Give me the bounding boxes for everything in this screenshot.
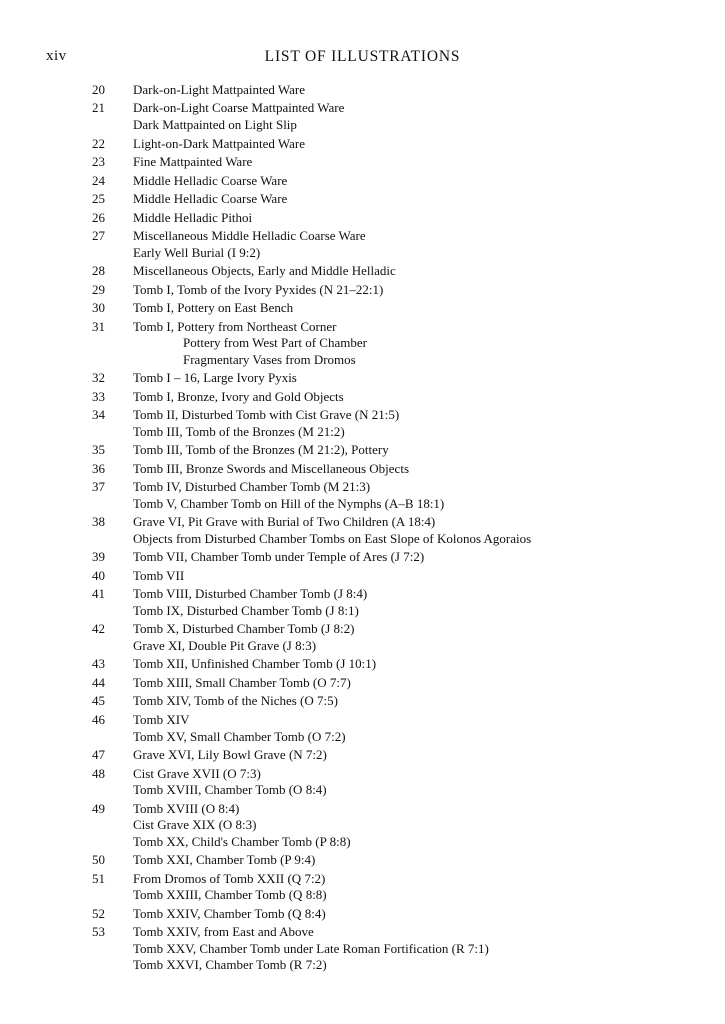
illustration-subcaption: Fragmentary Vases from Dromos <box>183 351 356 367</box>
list-item <box>0 675 725 692</box>
illustration-number: 51 <box>92 870 105 886</box>
list-item <box>0 906 725 923</box>
illustration-captions <box>133 210 725 227</box>
list-item <box>0 300 725 317</box>
illustration-number: 38 <box>92 514 105 530</box>
illustration-caption: Tomb XVIII (O 8:4) <box>133 800 240 816</box>
illustration-caption: Tomb V, Chamber Tomb on Hill of the Nymphs (A–B 18:1) <box>133 495 445 511</box>
illustration-caption: Tomb III, Bronze Swords and Miscellaneous Objects <box>133 460 410 476</box>
illustration-caption: Tomb XXV, Chamber Tomb under Late Roman Fortification (R 7:1) <box>133 940 489 956</box>
list-item <box>0 766 725 799</box>
illustration-number: 40 <box>92 567 105 583</box>
list-item <box>0 712 725 745</box>
illustration-caption: Dark Mattpainted on Light Slip <box>133 117 297 133</box>
illustration-number: 20 <box>92 82 105 97</box>
page-number: xiv <box>46 48 67 64</box>
page-header <box>0 48 725 70</box>
illustration-caption: Tomb VII, Chamber Tomb under Temple of Ares (J 7:2) <box>133 549 425 565</box>
illustration-captions <box>133 675 725 692</box>
illustration-number: 53 <box>92 924 105 940</box>
illustration-number: 43 <box>92 656 105 672</box>
illustration-captions <box>133 370 725 387</box>
illustration-captions <box>133 82 725 99</box>
illustration-captions <box>133 319 725 369</box>
illustration-captions <box>133 300 725 317</box>
illustration-list <box>0 82 725 976</box>
illustration-caption: Tomb I, Tomb of the Ivory Pyxides (N 21–22:1) <box>133 281 384 297</box>
illustration-number: 46 <box>92 711 105 727</box>
illustration-number: 37 <box>92 479 105 495</box>
illustration-caption: Middle Helladic Coarse Ware <box>133 172 288 188</box>
illustration-captions <box>133 479 725 512</box>
illustration-caption: Miscellaneous Objects, Early and Middle Helladic <box>133 263 396 279</box>
illustration-caption: Tomb III, Tomb of the Bronzes (M 21:2) <box>133 423 345 439</box>
illustration-captions <box>133 801 725 851</box>
list-item <box>0 693 725 710</box>
illustration-number: 21 <box>92 100 105 116</box>
illustration-caption: Tomb VIII, Disturbed Chamber Tomb (J 8:4) <box>133 586 368 602</box>
list-item <box>0 228 725 261</box>
illustration-caption: Tomb XII, Unfinished Chamber Tomb (J 10:1) <box>133 656 377 672</box>
illustration-caption: Tomb I, Pottery on East Bench <box>133 300 294 316</box>
list-item <box>0 319 725 369</box>
illustration-captions <box>133 173 725 190</box>
illustration-captions <box>133 389 725 406</box>
illustration-caption: Tomb XVIII, Chamber Tomb (O 8:4) <box>133 782 327 798</box>
illustration-captions <box>133 621 725 654</box>
illustration-captions <box>133 461 725 478</box>
list-item <box>0 210 725 227</box>
illustration-captions <box>133 766 725 799</box>
illustration-caption: Objects from Disturbed Chamber Tombs on East Slope of Kolonos Agoraios <box>133 530 532 546</box>
illustration-caption: Tomb XV, Small Chamber Tomb (O 7:2) <box>133 728 346 744</box>
illustration-caption: Grave XI, Double Pit Grave (J 8:3) <box>133 638 317 653</box>
illustration-caption: Grave XVI, Lily Bowl Grave (N 7:2) <box>133 747 327 763</box>
illustration-caption: Dark-on-Light Coarse Mattpainted Ware <box>133 100 345 116</box>
illustration-caption: Tomb X, Disturbed Chamber Tomb (J 8:2) <box>133 621 355 637</box>
list-item <box>0 442 725 459</box>
illustration-captions <box>133 712 725 745</box>
list-item <box>0 100 725 133</box>
list-item <box>0 263 725 280</box>
illustration-caption: Tomb XXIV, from East and Above <box>133 924 314 940</box>
illustration-number: 34 <box>92 407 105 423</box>
list-item <box>0 871 725 904</box>
illustration-number: 47 <box>92 747 105 763</box>
list-item <box>0 479 725 512</box>
illustration-caption: Tomb XX, Child's Chamber Tomb (P 8:8) <box>133 833 351 849</box>
illustration-number: 50 <box>92 852 105 868</box>
illustration-captions <box>133 871 725 904</box>
illustration-captions <box>133 407 725 440</box>
illustration-caption: Middle Helladic Pithoi <box>133 209 253 225</box>
illustration-captions <box>133 747 725 764</box>
illustration-caption: Tomb II, Disturbed Tomb with Cist Grave (N 21:5) <box>133 407 400 423</box>
illustration-captions <box>133 154 725 171</box>
illustration-number: 28 <box>92 263 105 279</box>
illustration-captions <box>133 586 725 619</box>
illustration-caption: Tomb IV, Disturbed Chamber Tomb (M 21:3) <box>133 479 371 495</box>
list-item <box>0 136 725 153</box>
list-item <box>0 407 725 440</box>
illustration-number: 27 <box>92 227 105 243</box>
illustration-number: 36 <box>92 460 105 476</box>
illustration-caption: Tomb VII <box>133 567 185 583</box>
list-item <box>0 621 725 654</box>
list-item <box>0 173 725 190</box>
illustration-caption: Tomb IX, Disturbed Chamber Tomb (J 8:1) <box>133 602 359 618</box>
illustration-captions <box>133 191 725 208</box>
illustration-subcaption: Pottery from West Part of Chamber <box>183 335 367 351</box>
illustration-captions <box>133 906 725 923</box>
list-item <box>0 514 725 547</box>
list-item <box>0 568 725 585</box>
illustration-captions <box>133 100 725 133</box>
illustration-captions <box>133 228 725 261</box>
illustration-caption: Light-on-Dark Mattpainted Ware <box>133 135 305 151</box>
illustration-caption: Tomb XXVI, Chamber Tomb (R 7:2) <box>133 957 327 973</box>
illustration-number: 31 <box>92 318 105 334</box>
illustration-number: 35 <box>92 442 105 458</box>
illustration-number: 25 <box>92 191 105 207</box>
illustration-number: 22 <box>92 135 105 151</box>
illustration-caption: Tomb XXI, Chamber Tomb (P 9:4) <box>133 852 316 868</box>
illustration-number: 33 <box>92 388 105 404</box>
illustration-caption: From Dromos of Tomb XXII (Q 7:2) <box>133 870 326 886</box>
running-title: LIST OF ILLUSTRATIONS <box>264 48 461 65</box>
list-item <box>0 82 725 99</box>
illustration-number: 39 <box>92 549 105 565</box>
list-item <box>0 154 725 171</box>
illustration-caption: Early Well Burial (I 9:2) <box>133 244 261 260</box>
illustration-number: 52 <box>92 905 105 921</box>
illustration-captions <box>133 549 725 566</box>
illustration-captions <box>133 924 725 974</box>
illustration-number: 45 <box>92 693 105 709</box>
illustration-caption: Tomb XXIII, Chamber Tomb (Q 8:8) <box>133 887 327 903</box>
list-item <box>0 461 725 478</box>
list-item <box>0 549 725 566</box>
illustration-caption: Cist Grave XVII (O 7:3) <box>133 765 261 781</box>
illustration-captions <box>133 852 725 869</box>
list-item <box>0 586 725 619</box>
illustration-captions <box>133 514 725 547</box>
illustration-number: 42 <box>92 621 105 637</box>
illustration-number: 41 <box>92 586 105 602</box>
illustration-caption: Tomb III, Tomb of the Bronzes (M 21:2), Pottery <box>133 442 389 458</box>
list-item <box>0 656 725 673</box>
list-item <box>0 370 725 387</box>
illustration-captions <box>133 656 725 673</box>
list-item <box>0 852 725 869</box>
illustration-caption: Fine Mattpainted Ware <box>133 154 253 170</box>
illustration-number: 24 <box>92 172 105 188</box>
illustration-number: 29 <box>92 281 105 297</box>
illustration-caption: Dark-on-Light Mattpainted Ware <box>133 82 305 97</box>
illustration-captions <box>133 263 725 280</box>
illustration-number: 32 <box>92 370 105 386</box>
illustration-caption: Cist Grave XIX (O 8:3) <box>133 817 257 833</box>
illustration-caption: Tomb I, Bronze, Ivory and Gold Objects <box>133 388 344 404</box>
illustration-number: 48 <box>92 765 105 781</box>
illustration-captions <box>133 693 725 710</box>
illustration-captions <box>133 568 725 585</box>
illustration-captions <box>133 282 725 299</box>
illustration-caption: Tomb I, Pottery from Northeast Corner <box>133 318 337 334</box>
list-item <box>0 924 725 974</box>
illustration-caption: Grave VI, Pit Grave with Burial of Two Children (A 18:4) <box>133 514 436 530</box>
list-item <box>0 389 725 406</box>
list-item <box>0 191 725 208</box>
illustration-caption: Tomb XIII, Small Chamber Tomb (O 7:7) <box>133 674 351 690</box>
illustration-number: 30 <box>92 300 105 316</box>
illustration-caption: Tomb XIV, Tomb of the Niches (O 7:5) <box>133 693 338 709</box>
illustration-number: 23 <box>92 154 105 170</box>
illustration-number: 49 <box>92 800 105 816</box>
list-item <box>0 747 725 764</box>
illustration-captions <box>133 442 725 459</box>
list-item <box>0 282 725 299</box>
illustration-caption: Tomb XXIV, Chamber Tomb (Q 8:4) <box>133 905 326 921</box>
illustration-number: 44 <box>92 674 105 690</box>
list-item <box>0 801 725 851</box>
illustration-caption: Tomb I – 16, Large Ivory Pyxis <box>133 370 297 386</box>
illustration-caption: Miscellaneous Middle Helladic Coarse Ware <box>133 227 366 243</box>
illustration-number: 26 <box>92 209 105 225</box>
illustration-captions <box>133 136 725 153</box>
illustration-caption: Tomb XIV <box>133 711 190 727</box>
illustration-caption: Middle Helladic Coarse Ware <box>133 191 288 207</box>
